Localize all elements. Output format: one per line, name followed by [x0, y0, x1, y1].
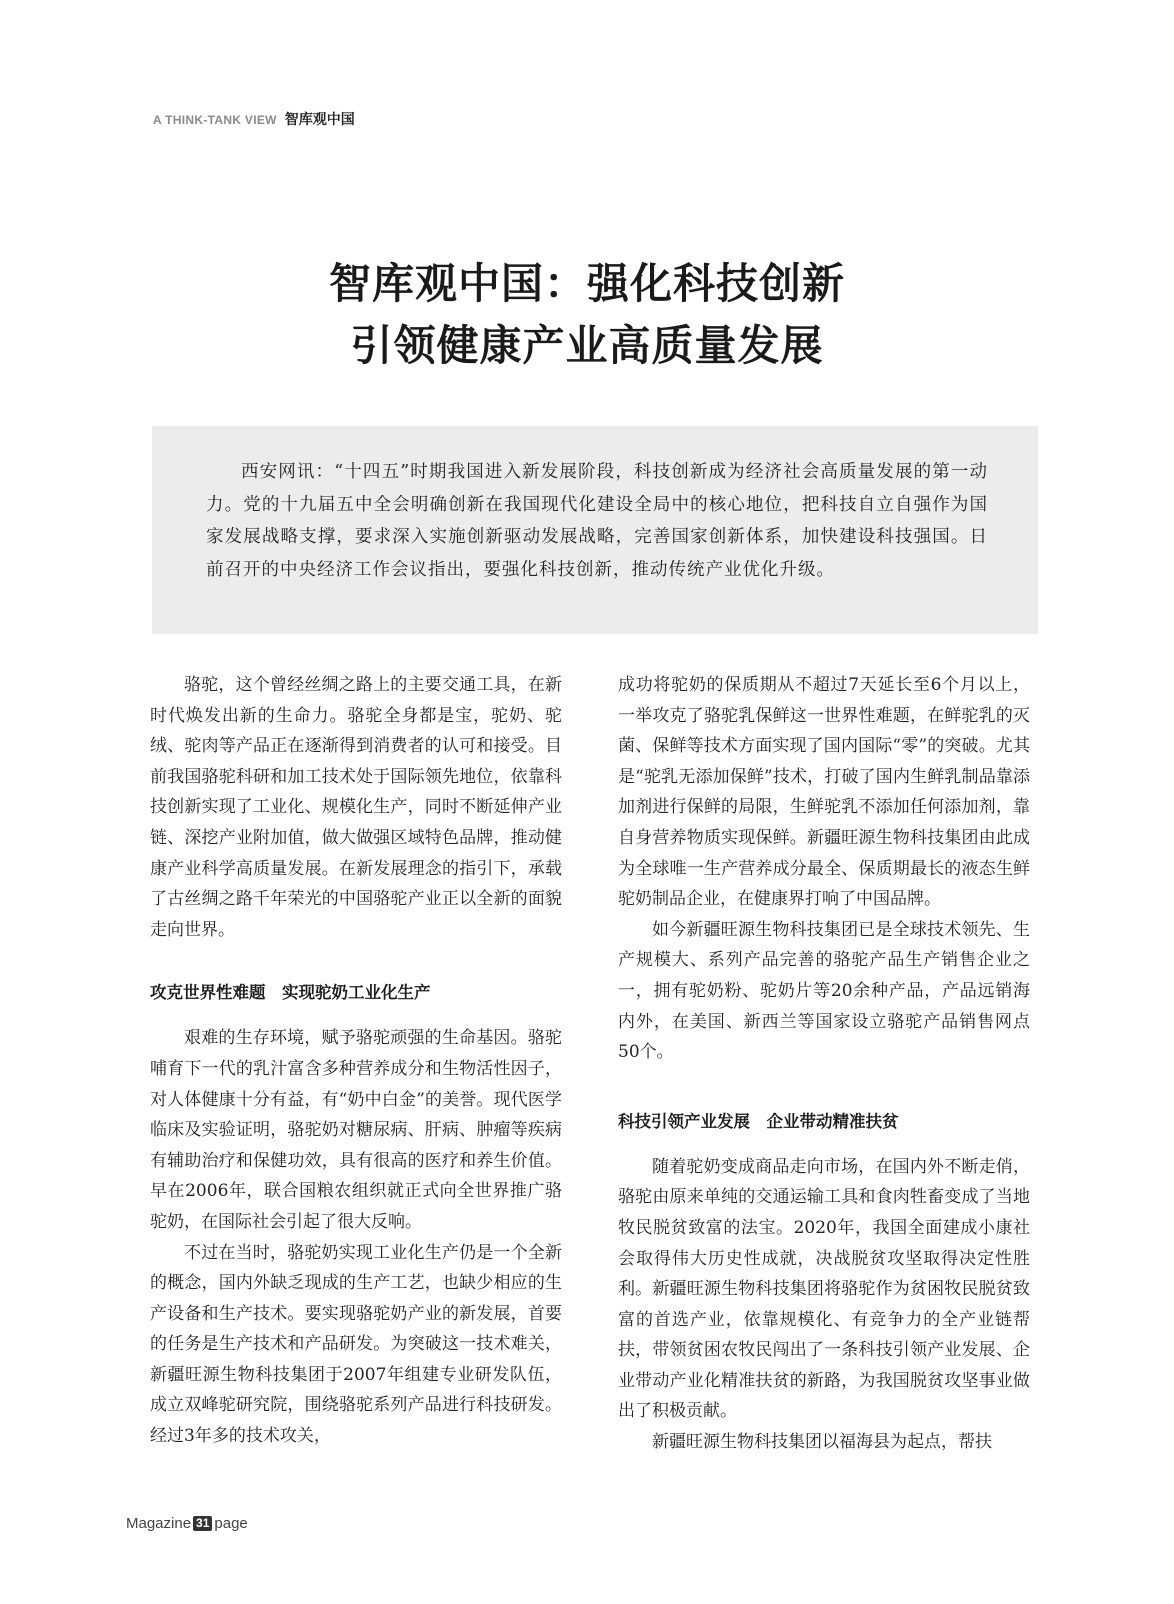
section-label-en: A THINK-TANK VIEW	[153, 113, 277, 127]
page-number: 31	[193, 1516, 212, 1531]
title-line-2: 引领健康产业高质量发展	[350, 321, 824, 370]
article-title	[0, 253, 1174, 377]
section-heading-1: 攻克世界性难题 实现驼奶工业化生产	[150, 983, 431, 1003]
left-column	[150, 670, 562, 1452]
body-paragraph: 随着驼奶变成商品走向市场，在国内外不断走俏，骆驼由原来单纯的交通运输工具和食肉牲畜变成了当地牧民脱贫致富的法宝。2020年，我国全面建成小康社会取得伟大历史性成就，决战脱贫攻坚取得决定性胜利。新疆旺源生物科技集团将骆驼作为贫困牧民脱贫致富的首选产业，依靠规模化、有竞争力的全产业链帮扶，带领贫困农牧民闯出了一条科技引领产业发展、企业带动产业化精准扶贫的新路，为我国脱贫攻坚事业做出了积极贡献。	[618, 1156, 1030, 1422]
section-heading-2: 科技引领产业发展 企业带动精准扶贫	[618, 1111, 899, 1131]
intro-paragraph: 骆驼，这个曾经丝绸之路上的主要交通工具，在新时代焕发出新的生命力。骆驼全身都是宝，驼奶、驼绒、驼肉等产品正在逐渐得到消费者的认可和接受。目前我国骆驼科研和加工技术处于国际领先地位，依靠科技创新实现了工业化、规模化生产，同时不断延伸产业链、深挖产业附加值，做大做强区域特色品牌，推动健康产业科学高质量发展。在新发展理念的指引下，承载了古丝绸之路千年荣光的中国骆驼产业正以全新的面貌走向世界。	[150, 675, 562, 940]
abstract-box	[152, 426, 1038, 634]
right-column	[618, 670, 1030, 1458]
running-header	[153, 109, 355, 129]
body-paragraph: 新疆旺源生物科技集团以福海县为起点，帮扶	[652, 1432, 992, 1453]
body-paragraph: 如今新疆旺源生物科技集团已是全球技术领先、生产规模大、系列产品完善的骆驼产品生产销售企业之一，拥有驼奶粉、驼奶片等20余种产品，产品远销海内外，在美国、新西兰等国家设立骆驼产品销售网点50个。	[618, 919, 1030, 1063]
section-label-cn: 智库观中国	[284, 112, 355, 128]
abstract-text: 西安网讯：“十四五”时期我国进入新发展阶段，科技创新成为经济社会高质量发展的第一动力。党的十九届五中全会明确创新在我国现代化建设全局中的核心地位，把科技自立自强作为国家发展战略支撑，要求深入实施创新驱动发展战略，完善国家创新体系，加快建设科技强国。日前召开的中央经济工作会议指出，要强化科技创新，推动传统产业优化升级。	[206, 462, 988, 580]
body-paragraph: 不过在当时，骆驼奶实现工业化生产仍是一个全新的概念，国内外缺乏现成的生产工艺，也缺少相应的生产设备和生产技术。要实现骆驼奶产业的新发展，首要的任务是生产技术和产品研发。为突破这一技术难关，新疆旺源生物科技集团于2007年组建专业研发队伍，成立双峰驼研究院，围绕骆驼系列产品进行科技研发。经过3年多的技术攻关，	[150, 1242, 562, 1447]
footer-magazine-label: Magazine	[126, 1515, 192, 1532]
body-paragraph: 艰难的生存环境，赋予骆驼顽强的生命基因。骆驼哺育下一代的乳汁富含多种营养成分和生物活性因子，对人体健康十分有益，有“奶中白金”的美誉。现代医学临床及实验证明，骆驼奶对糖尿病、肝病、肿瘤等疾病有辅助治疗和保健功效，具有很高的医疗和养生价值。早在2006年，联合国粮农组织就正式向全世界推广骆驼奶，在国际社会引起了很大反响。	[150, 1028, 562, 1232]
page-footer	[126, 1515, 248, 1532]
body-paragraph-continued: 成功将驼奶的保质期从不超过7天延长至6个月以上，一举攻克了骆驼乳保鲜这一世界性难题，在鲜驼乳的灭菌、保鲜等技术方面实现了国内国际“零”的突破。尤其是“驼乳无添加保鲜”技术，打破了国内生鲜乳制品靠添加剂进行保鲜的局限，生鲜驼乳不添加任何添加剂，靠自身营养物质实现保鲜。新疆旺源生物科技集团由此成为全球唯一生产营养成分最全、保质期最长的液态生鲜驼奶制品企业，在健康界打响了中国品牌。	[618, 675, 1030, 910]
title-line-1: 智库观中国：强化科技创新	[328, 259, 845, 308]
footer-page-label: page	[214, 1515, 248, 1532]
